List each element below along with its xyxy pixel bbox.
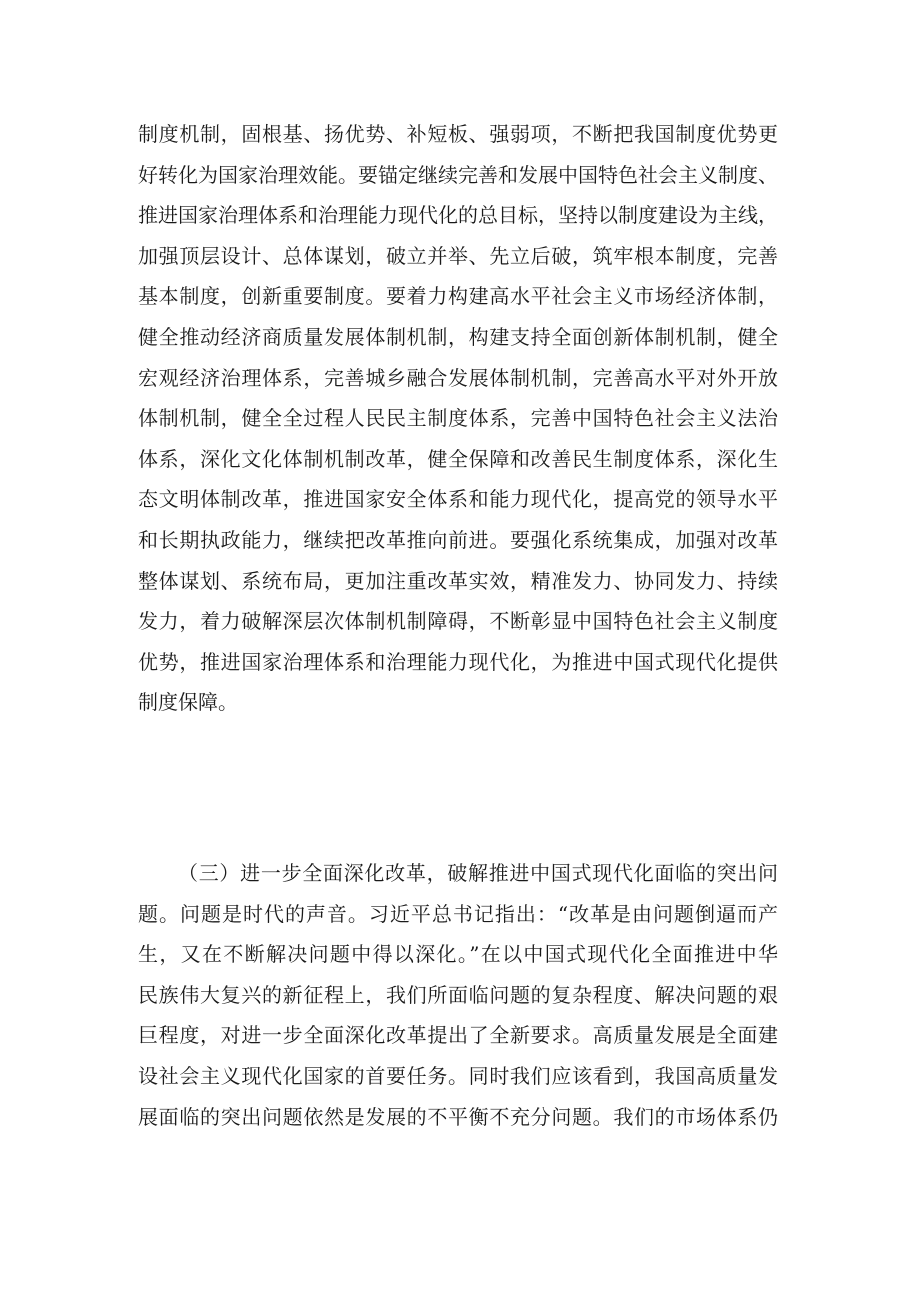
text-line: 和长期执政能力，继续把改革推向前进。要强化系统集成，加强对改革 [138,527,778,552]
body-paragraph-institutional-mechanisms [138,114,778,723]
text-line: 体制机制，健全全过程人民民主制度体系，完善中国特色社会主义法治 [138,406,778,431]
text-line: 设社会主义现代化国家的首要任务。同时我们应该看到，我国高质量发 [138,1063,778,1088]
text-line: 题。问题是时代的声音。习近平总书记指出：“改革是由问题倒逼而产 [138,901,778,926]
text-line: 制度机制，固根基、扬优势、补短板、强弱项，不断把我国制度优势更 [138,122,778,146]
text-line: 推进国家治理体系和治理能力现代化的总目标，坚持以制度建设为主线， [138,203,778,228]
text-line: 展面临的突出问题依然是发展的不平衡不充分问题。我们的市场体系仍 [138,1104,778,1129]
text-line: 健全推动经济商质量发展体制机制，构建支持全面创新体制机制，健全 [138,324,778,349]
text-line: 生，又在不断解决问题中得以深化。”在以中国式现代化全面推进中华 [138,942,778,967]
text-line: 态文明体制改革，推进国家安全体系和能力现代化，提高党的领导水平 [138,487,778,512]
text-line: 好转化为国家治理效能。要锚定继续完善和发展中国特色社会主义制度、 [138,162,778,187]
text-line: 体系，深化文化体制机制改革，健全保障和改善民生制度体系，深化生 [138,446,778,471]
text-line: 民族伟大复兴的新征程上，我们所面临问题的复杂程度、解决问题的艰 [138,982,778,1007]
text-line: 整体谋划、系统布局，更加注重改革实效，精准发力、协同发力、持续 [138,568,778,593]
section-heading-line: （三）进一步全面深化改革，破解推进中国式现代化面临的突出问 [178,861,778,885]
text-line: 发力，着力破解深层次体制机制障碍，不断彰显中国特色社会主义制度 [138,609,778,634]
text-line: 加强顶层设计、总体谋划，破立并举、先立后破，筑牢根本制度，完善 [138,243,778,268]
body-paragraph-section-three [138,853,778,1137]
text-line: 宏观经济治理体系，完善城乡融合发展体制机制，完善高水平对外开放 [138,365,778,390]
text-line: 优势，推进国家治理体系和治理能力现代化，为推进中国式现代化提供 [138,649,778,674]
text-line: 制度保障。 [138,690,238,715]
text-line: 巨程度，对进一步全面深化改革提出了全新要求。高质量发展是全面建 [138,1023,778,1048]
text-line: 基本制度，创新重要制度。要着力构建高水平社会主义市场经济体制， [138,284,778,309]
